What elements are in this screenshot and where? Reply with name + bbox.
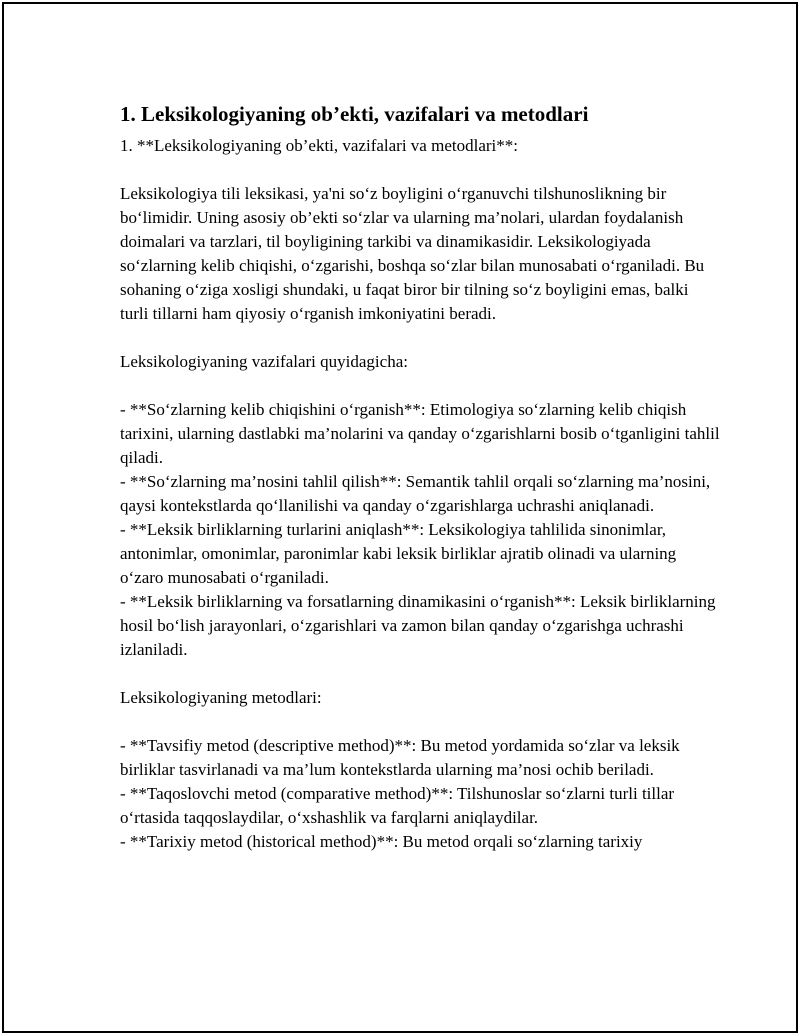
methods-heading: Leksikologiyaning metodlari: xyxy=(120,688,322,707)
document-title: 1. Leksikologiyaning ob’ekti, vazifalari va metodlari xyxy=(120,102,589,126)
intro-heading: 1. **Leksikologiyaning ob’ekti, vazifalari va metodlari**: xyxy=(120,136,518,155)
paragraph-object: Leksikologiya tili leksikasi, ya'ni so‘z boyligini o‘rganuvchi tilshunoslikning bir bo‘limidir. Uning asosiy ob’ekti so‘zlar va ularning ma’nolari, ulardan foydalanish doimalari va tarzlari, til boyligining tarkibi va dinamikasidir. Leksikologiyada so‘zlarning kelib chiqishi, o‘zgarishi, boshqa so‘zlar bilan munosabati o‘rganiladi. Bu sohaning o‘ziga xosligi shundaki, u faqat biror bir tilning so‘z boyligini emas, balki turli tillarni ham qiyosiy o‘rganish imkoniyatini beradi. xyxy=(120,184,705,323)
spacer xyxy=(120,374,720,398)
task-item: - **So‘zlarning kelib chiqishini o‘rganish**: Etimologiya so‘zlarning kelib chiqish tarixini, ularning dastlabki ma’nolarini va qanday o‘zgarishlarni bosib o‘tganligini tahlil qiladi. xyxy=(120,400,720,467)
document-content xyxy=(120,100,720,854)
task-item: - **So‘zlarning ma’nosini tahlil qilish**: Semantik tahlil orqali so‘zlarning ma’nosini, qaysi kontekstlarda qo‘llanilishi va qanday o‘zgarishlarga uchrashi aniqlanadi. xyxy=(120,472,711,515)
document-page xyxy=(2,2,798,1033)
method-item: - **Tavsifiy metod (descriptive method)**: Bu metod yordamida so‘zlar va leksik birliklar tasvirlanadi va ma’lum kontekstlarda ularning ma’nosi ochib beriladi. xyxy=(120,736,680,779)
tasks-heading: Leksikologiyaning vazifalari quyidagicha: xyxy=(120,352,408,371)
spacer xyxy=(120,326,720,350)
spacer xyxy=(120,710,720,734)
task-item: - **Leksik birliklarning va forsatlarning dinamikasini o‘rganish**: Leksik birliklarning hosil bo‘lish jarayonlari, o‘zgarishlari va zamon bilan qanday o‘zgarishga uchrashi izlaniladi. xyxy=(120,592,716,659)
method-item: - **Tarixiy metod (historical method)**: Bu metod orqali so‘zlarning tarixiy xyxy=(120,832,643,851)
spacer xyxy=(120,662,720,686)
method-item: - **Taqoslovchi metod (comparative method)**: Tilshunoslar so‘zlarni turli tillar o‘rtasida taqqoslaydilar, o‘xshashlik va farqlarni aniqlaydilar. xyxy=(120,784,675,827)
task-item: - **Leksik birliklarning turlarini aniqlash**: Leksikologiya tahlilida sinonimlar, antonimlar, omonimlar, paronimlar kabi leksik birliklar ajratib olinadi va ularning o‘zaro munosabati o‘rganiladi. xyxy=(120,520,677,587)
spacer xyxy=(120,158,720,182)
